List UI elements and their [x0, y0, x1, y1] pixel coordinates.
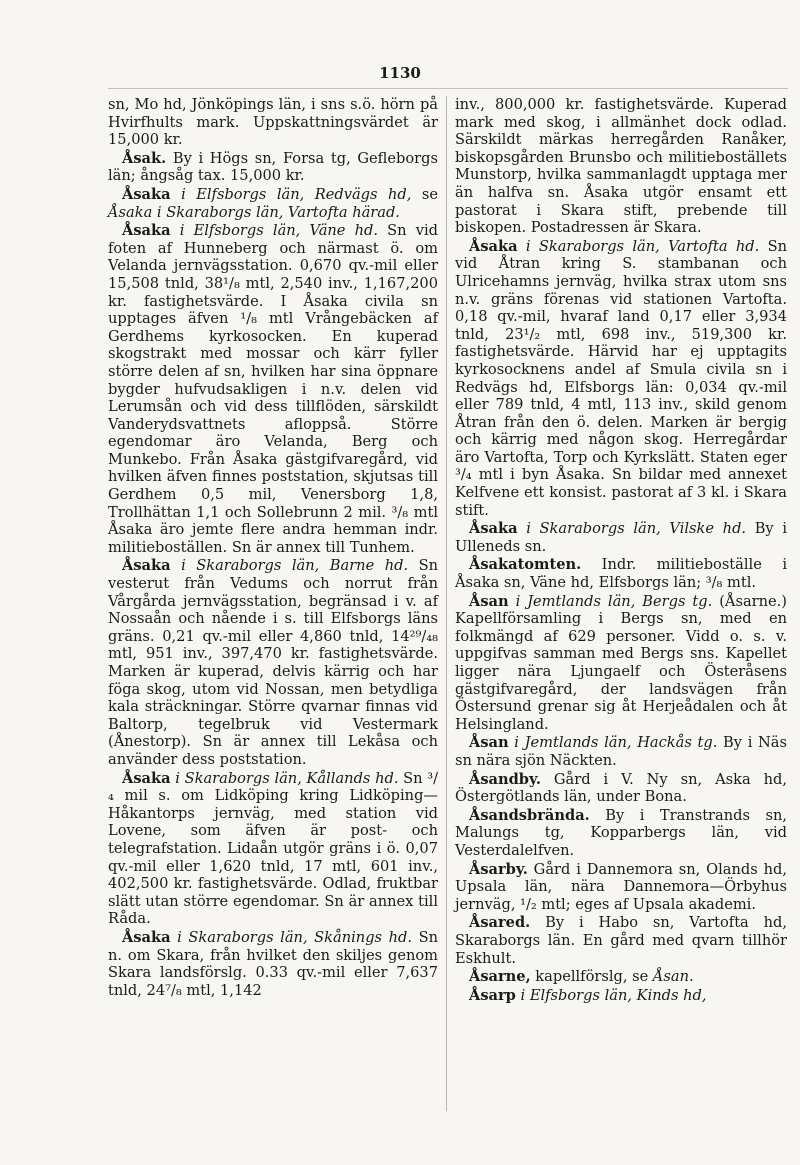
entry-text: Gård i V. Ny sn, Aska hd, Östergötlands län, under Bona.: [455, 770, 787, 806]
dictionary-entry: [108, 186, 438, 221]
entry-headword: Åsaka: [122, 769, 171, 787]
dictionary-entry: [455, 987, 787, 1005]
entry-location: i Elfsborgs län, Kinds hd,: [515, 986, 707, 1004]
entry-location: i Elfsborgs län, Väne hd.: [170, 222, 378, 240]
entry-headword: Åsarne,: [469, 968, 531, 986]
entry-text: Sn vid foten af Hunneberg och närmast ö. om Velanda jernvägsstation. 0,670 qv.-mil eller 15,508 tnld, 38¹/₈ mtl, 2,540 inv., 1,167,200 kr. fastighetsvärde. I Åsaka civila sn upptages äfven ¹/₈ mtl Vrångebäcken af Gerdhems kyrkosocken. En kuperad skogstrakt med mossar och kärr fyller större delen af sn, hvilken har sina öppnare bygder hufvudsakligen i n.v. delen vid Lerumsån och vid dess tillflöden, särskildt Vanderydsvattnets afloppså. Större egendomar äro Velanda, Berg och Munkebo. Från Åsaka gästgifvaregård, vid hvilken äfven finnes poststation, skjutsas till Gerdhem 0,5 mil, Venersborg 1,8, Trollhättan 1,1 och Sollebrunn 2 mil. ³/₈ mtl Åsaka äro jemte flere andra hemman indr. militieboställen. Sn är annex till Tunhem.: [108, 222, 438, 556]
entry-text: Sn n. om Skara, från hvilket den skiljes genom Skara landsförslg. 0.33 qv.-mil eller 7,637 tnld, 24⁷/₈ mtl, 1,142: [108, 928, 438, 999]
entry-text: se: [411, 185, 438, 203]
entry-location: i Jemtlands län, Hackås tg.: [508, 734, 718, 752]
dictionary-entry: [455, 593, 787, 734]
entry-text: Gård i Dannemora sn, Olands hd, Upsala län, nära Dannemora—Örbyhus jernväg, ¹/₂ mtl; eges af Upsala akademi.: [455, 860, 787, 913]
dictionary-entry: [455, 771, 787, 806]
column-divider: [446, 96, 447, 1111]
entry-text: Sn vesterut från Vedums och norrut från Vårgårda jernvägsstation, begränsad i v. af Nossaån och nående i s. till Elfsborgs läns gräns. 0,21 qv.-mil eller 4,860 tnld, 14²⁹/₄₈ mtl, 951 inv., 397,470 kr. fastighetsvärde. Marken är kuperad, delvis kärrig och har föga skog, utom vid Nossan, men betydliga kala sträckningar. Större qvarnar finnas vid Baltorp, tegelbruk vid Vestermark (Ånestorp). Sn är annex till Lekåsa och använder dess poststation.: [108, 557, 438, 768]
entry-text: By i Transtrands sn, Malungs tg, Kopparbergs län, vid Vesterdalelfven.: [455, 806, 787, 859]
entry-headword: Åsaka: [122, 222, 171, 240]
dictionary-entry: [108, 770, 438, 928]
entry-location: i Elfsborgs län, Redvägs hd,: [170, 185, 412, 203]
entry-reference: Åsaka i Skaraborgs län, Vartofta härad.: [108, 203, 400, 221]
entry-location: i Skaraborgs län, Barne hd.: [170, 557, 409, 575]
entry-headword: Åsaka: [122, 928, 171, 946]
dictionary-entry: [108, 150, 438, 185]
entry-text: By i Ulleneds sn.: [455, 520, 787, 555]
dictionary-entry: [455, 96, 787, 237]
entry-text: By i Habo sn, Vartofta hd, Skaraborgs län. En gård med qvarn tillhör Eskhult.: [455, 914, 787, 967]
dictionary-entry: [455, 914, 787, 967]
entry-headword: Åsaka: [469, 237, 518, 255]
entry-text: By i Näs sn nära sjön Näckten.: [455, 734, 787, 769]
dictionary-entry: [455, 861, 787, 914]
entry-headword: Åsandsbrända.: [469, 806, 590, 824]
entry-reference: Åsan.: [652, 968, 694, 986]
dictionary-entry: [455, 807, 787, 860]
entry-headword: Åsan: [469, 734, 509, 752]
entry-headword: Åsared.: [469, 914, 531, 932]
entry-headword: Åsarby.: [469, 860, 528, 878]
entry-text: Sn vid Åtran kring S. stambanan och Ulricehamns jernväg, hvilka strax utom sns n.v. gräns förenas vid stationen Vartofta. 0,18 qv.-mil, hvaraf land 0,17 eller 3,934 tnld, 23¹/₂ mtl, 698 inv., 519,300 kr. fastighetsvärde. Härvid har ej upptagits kyrkosocknens andel af Smula civila sn i Redvägs hd, Elfsborgs län: 0,034 qv.-mil eller 789 tnld, 4 mtl, 113 inv., skild genom Åtran från den ö. delen. Marken är bergig och kärrig med någon skog. Herregårdar äro Vartofta, Torp och Kyrkslätt. Staten eger ³/₄ mtl i byn Åsaka. Sn bildar med annexet Kelfvene ett konsist. pastorat af 3 kl. i Skara stift.: [455, 237, 787, 519]
entry-text: inv., 800,000 kr. fastighetsvärde. Kuperad mark med skog, i allmänhet dock odlad. Särskildt märkas herregården Ranåker, biskopsgården Brunsbo och militieboställets Munstorp, hvilka sammanlagdt upptaga mer än halfva sn. Åsaka utgör ensamt ett pastorat i Skara stift, prebende till biskopen. Postadressen är Skara.: [455, 96, 787, 237]
entry-location: i Skaraborgs län, Vilske hd.: [517, 520, 747, 538]
dictionary-entry: [455, 520, 787, 555]
dictionary-entry: [455, 556, 787, 591]
dictionary-entry: [455, 734, 787, 769]
entry-text: Sn ³/₄ mil s. om Lidköping kring Lidköping—Håkantorps jernväg, med station vid Lovene, som äfven är post- och telegrafstation. Lidaån utgör gräns i ö. 0,07 qv.-mil eller 1,620 tnld, 17 mtl, 601 inv., 402,500 kr. fastighetsvärde. Odlad, fruktbar slätt utan större egendomar. Sn är annex till Råda.: [108, 769, 438, 928]
entry-headword: Åsandby.: [469, 770, 541, 788]
entry-headword: Åsan: [469, 592, 509, 610]
dictionary-entry: [108, 557, 438, 768]
entry-text: By i Högs sn, Forsa tg, Gefleborgs län; ångsåg tax. 15,000 kr.: [108, 149, 438, 185]
dictionary-entry: [108, 222, 438, 556]
entry-text: (Åsarne.) Kapellförsamling i Bergs sn, med en folkmängd af 629 personer. Vidd o. s. v. uppgifvas samman med Bergs sns. Kapellet ligger nära Ljungaelf och Österåsens gästgifvaregård, der landsvägen från Östersund grenar sig åt Herjeådalen och åt Helsingland.: [455, 592, 788, 733]
dictionary-entry: [108, 96, 438, 149]
dictionary-entry: [455, 238, 787, 520]
entry-location: i Jemtlands län, Bergs tg.: [508, 592, 713, 610]
entry-headword: Åsaka: [122, 557, 171, 575]
entry-location: i Skaraborgs län, Vartofta hd.: [517, 237, 760, 255]
entry-headword: Åsak.: [122, 149, 167, 167]
top-rule: [108, 88, 788, 89]
entry-headword: Åsakatomten.: [469, 556, 582, 574]
entry-text: sn, Mo hd, Jönköpings län, i sns s.ö. hörn på Hvirfhults mark. Uppskattningsvärdet är 15,000 kr.: [108, 96, 438, 149]
entry-location: i Skaraborgs län, Skånings hd.: [170, 928, 412, 946]
dictionary-entry: [108, 929, 438, 999]
right-column: [455, 96, 787, 1005]
left-column: [108, 96, 438, 1000]
entry-text: Indr. militieboställe i Åsaka sn, Väne hd, Elfsborgs län; ³/₈ mtl.: [455, 556, 787, 592]
entry-text: kapellförslg, se: [530, 968, 653, 986]
entry-headword: Åsaka: [122, 185, 171, 203]
page-number: 1130: [379, 64, 421, 82]
entry-location: i Skaraborgs län, Kållands hd.: [170, 769, 399, 787]
dictionary-entry: [455, 968, 787, 986]
entry-headword: Åsaka: [469, 520, 518, 538]
entry-headword: Åsarp: [469, 986, 516, 1004]
